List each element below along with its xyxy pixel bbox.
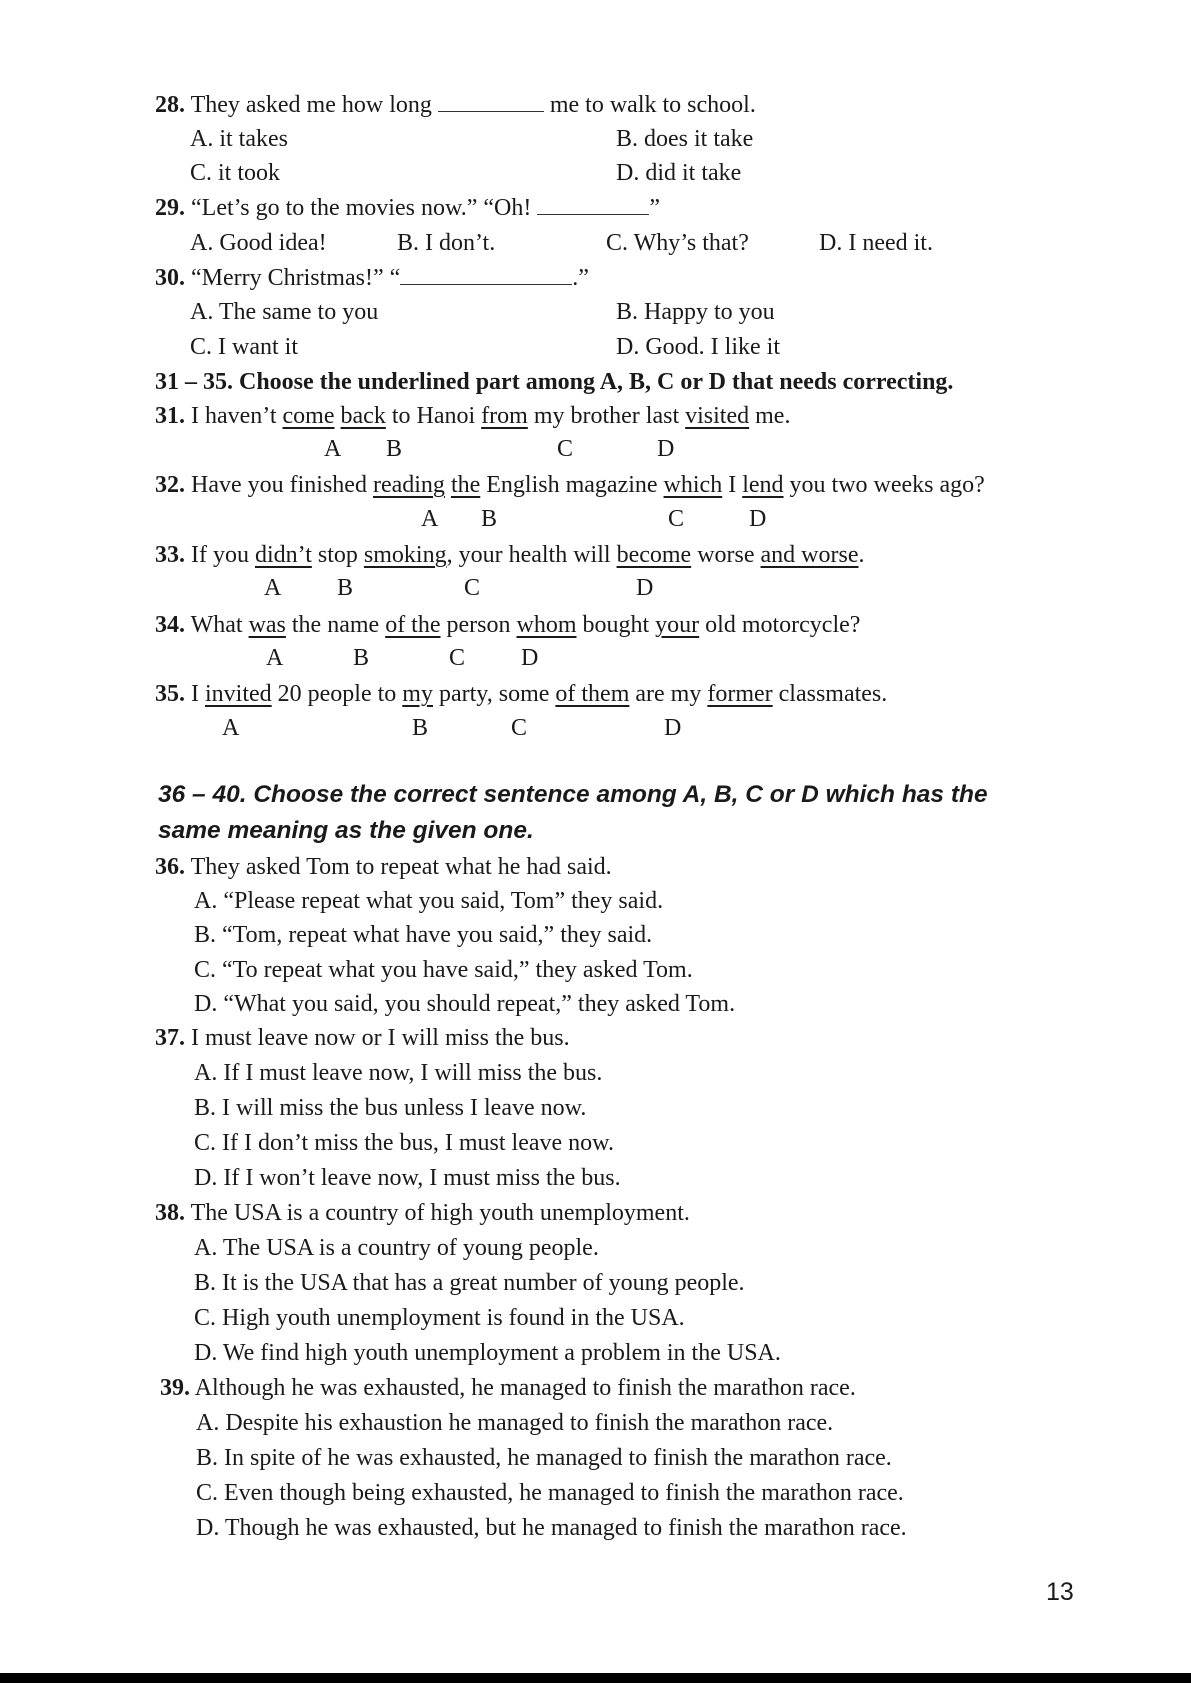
q32-underline-c[interactable]: which	[663, 472, 723, 498]
q28-stem-before: They asked me how long	[190, 92, 432, 118]
q29-stem-before: “Let’s go to the movies now.” “Oh!	[191, 195, 532, 221]
q29-stem-after: ”	[649, 195, 661, 221]
q34-text: What	[190, 612, 249, 638]
q31-underline-d[interactable]: visited	[685, 403, 750, 429]
q28-stem-after: me to walk to school.	[549, 92, 756, 118]
q38-option-c[interactable]: C. High youth unemployment is found in the USA.	[194, 1305, 685, 1331]
q35-underline-a[interactable]: invited	[205, 681, 272, 707]
q31-mark-b: B	[386, 436, 403, 462]
q32-underline-a[interactable]: reading	[372, 472, 445, 498]
q35-sentence	[155, 680, 887, 708]
q33-number: 33.	[155, 542, 185, 568]
section-36-40-heading-line2: same meaning as the given one.	[158, 817, 534, 844]
q32-text: I	[722, 472, 743, 498]
q37-option-a[interactable]: A. If I must leave now, I will miss the bus.	[194, 1060, 603, 1086]
q34-underline-c[interactable]: whom	[516, 612, 577, 638]
q35-text: I	[191, 681, 205, 707]
q35-underline-c[interactable]: of them	[555, 681, 630, 707]
q35-underline-d[interactable]: former	[707, 681, 773, 707]
q31-underline-a[interactable]: come	[282, 403, 335, 429]
q28-option-a[interactable]: A. it takes	[190, 126, 288, 152]
q37-number: 37.	[155, 1025, 185, 1051]
q29-number: 29.	[155, 195, 185, 221]
q32-text: you two weeks ago?	[783, 472, 985, 498]
q28-option-b[interactable]: B. does it take	[616, 126, 754, 152]
q35-mark-b: B	[412, 715, 429, 741]
q36-number: 36.	[155, 854, 185, 880]
q36-stem	[155, 853, 612, 881]
q30-stem	[155, 264, 589, 292]
q31-text: to Hanoi	[385, 403, 482, 429]
q28-blank[interactable]	[438, 93, 544, 112]
q37-stem-text: I must leave now or I will miss the bus.	[191, 1025, 570, 1051]
q31-text: my brother last	[527, 403, 686, 429]
q39-option-a[interactable]: A. Despite his exhaustion he managed to finish the marathon race.	[196, 1410, 834, 1436]
q36-option-d[interactable]: D. “What you said, you should repeat,” they asked Tom.	[194, 991, 736, 1017]
q32-number: 32.	[155, 472, 185, 498]
q35-number: 35.	[155, 681, 185, 707]
q34-mark-c: C	[449, 645, 466, 671]
q29-blank[interactable]	[537, 196, 649, 215]
q29-stem	[155, 194, 660, 222]
q28-option-d[interactable]: D. did it take	[616, 160, 742, 186]
q31-underline-b[interactable]: back	[340, 403, 386, 429]
q33-underline-d[interactable]: and worse	[760, 542, 859, 568]
q38-number: 38.	[155, 1200, 185, 1226]
q33-mark-b: B	[337, 575, 354, 601]
q34-underline-d[interactable]: your	[655, 612, 700, 638]
q33-mark-d: D	[636, 575, 654, 601]
q34-text: bought	[576, 612, 656, 638]
q34-mark-b: B	[353, 645, 370, 671]
q30-option-c[interactable]: C. I want it	[190, 334, 298, 360]
q33-underline-a[interactable]: didn’t	[254, 542, 312, 568]
page-number: 13	[1046, 1578, 1074, 1606]
q31-mark-c: C	[557, 436, 574, 462]
q33-text: If you	[191, 542, 255, 568]
q32-mark-d: D	[749, 506, 767, 532]
q33-mark-a: A	[264, 575, 282, 601]
q32-sentence	[155, 471, 985, 499]
q32-mark-b: B	[481, 506, 498, 532]
q35-mark-d: D	[664, 715, 682, 741]
q36-option-b[interactable]: B. “Tom, repeat what have you said,” they said.	[194, 922, 653, 948]
q33-text: .	[858, 542, 865, 568]
q35-mark-c: C	[511, 715, 528, 741]
q30-option-b[interactable]: B. Happy to you	[616, 299, 775, 325]
q34-marks	[0, 645, 900, 673]
q37-option-c[interactable]: C. If I don’t miss the bus, I must leave now.	[194, 1130, 614, 1156]
q39-number: 39.	[160, 1375, 190, 1401]
q30-number: 30.	[155, 265, 185, 291]
q34-text: person	[440, 612, 517, 638]
page-bottom-border	[0, 1673, 1191, 1683]
q37-stem	[155, 1024, 570, 1052]
q31-mark-d: D	[657, 436, 675, 462]
q38-stem-text: The USA is a country of high youth unemployment.	[190, 1200, 690, 1226]
q34-underline-a[interactable]: was	[248, 612, 286, 638]
q33-text: stop	[311, 542, 364, 568]
q33-text: worse	[691, 542, 761, 568]
q33-underline-b[interactable]: smoking	[363, 542, 447, 568]
q35-text: are my	[629, 681, 708, 707]
q39-option-c[interactable]: C. Even though being exhausted, he managed to finish the marathon race.	[196, 1480, 904, 1506]
q39-stem	[160, 1374, 856, 1402]
q30-stem-after: .”	[572, 265, 589, 291]
q34-underline-b[interactable]: of the	[385, 612, 441, 638]
q28-stem	[155, 91, 756, 119]
q39-option-b[interactable]: B. In spite of he was exhausted, he managed to finish the marathon race.	[196, 1445, 892, 1471]
q30-stem-before: “Merry Christmas!” “	[191, 265, 401, 291]
q30-option-a[interactable]: A. The same to you	[190, 299, 379, 325]
q36-stem-text: They asked Tom to repeat what he had said.	[190, 854, 612, 880]
q33-mark-c: C	[464, 575, 481, 601]
q38-option-b[interactable]: B. It is the USA that has a great number of young people.	[194, 1270, 745, 1296]
q31-mark-a: A	[324, 436, 342, 462]
q37-option-b[interactable]: B. I will miss the bus unless I leave now.	[194, 1095, 587, 1121]
q35-text: 20 people to	[271, 681, 403, 707]
q28-option-c[interactable]: C. it took	[190, 160, 281, 186]
q33-text: , your health will	[446, 542, 617, 568]
q31-underline-c[interactable]: from	[481, 403, 528, 429]
q34-number: 34.	[155, 612, 185, 638]
q32-text: Have you finished	[191, 472, 373, 498]
q29-option-d[interactable]: D. I need it.	[819, 230, 933, 256]
q34-sentence	[155, 611, 860, 639]
q35-underline-b[interactable]: my	[402, 681, 433, 707]
q32-underline-b[interactable]: the	[450, 472, 481, 498]
q39-option-d[interactable]: D. Though he was exhausted, but he managed to finish the marathon race.	[196, 1515, 907, 1541]
q34-mark-d: D	[521, 645, 539, 671]
q31-marks	[0, 436, 900, 464]
q29-option-c[interactable]: C. Why’s that?	[606, 230, 749, 256]
q31-number: 31.	[155, 403, 185, 429]
q36-option-a[interactable]: A. “Please repeat what you said, Tom” they said.	[194, 888, 664, 914]
q30-option-d[interactable]: D. Good. I like it	[616, 334, 780, 360]
q31-text: I haven’t	[191, 403, 283, 429]
q32-underline-d[interactable]: lend	[742, 472, 784, 498]
q32-text: English magazine	[480, 472, 664, 498]
q31-sentence	[155, 402, 790, 430]
q33-marks	[0, 575, 900, 603]
q32-marks	[0, 506, 900, 534]
q34-mark-a: A	[266, 645, 284, 671]
q32-mark-a: A	[421, 506, 439, 532]
q39-stem-text: Although he was exhausted, he managed to finish the marathon race.	[194, 1375, 856, 1401]
section-31-35-heading: 31 – 35. Choose the underlined part among A, B, C or D that needs correcting.	[155, 369, 954, 395]
q38-option-a[interactable]: A. The USA is a country of young people.	[194, 1235, 599, 1261]
q31-text: me.	[749, 403, 791, 429]
q34-text: the name	[285, 612, 386, 638]
section-36-40-heading-line1: 36 – 40. Choose the correct sentence among A, B, C or D which has the	[158, 781, 988, 808]
q32-mark-c: C	[668, 506, 685, 532]
q33-underline-c[interactable]: become	[616, 542, 692, 568]
q38-stem	[155, 1199, 690, 1227]
q35-mark-a: A	[222, 715, 240, 741]
q36-option-c[interactable]: C. “To repeat what you have said,” they asked Tom.	[194, 957, 693, 983]
q35-text: classmates.	[772, 681, 888, 707]
q35-marks	[0, 715, 900, 743]
q33-sentence	[155, 541, 864, 569]
q35-text: party, some	[432, 681, 556, 707]
q29-option-a[interactable]: A. Good idea!	[190, 230, 327, 256]
q34-text: old motorcycle?	[699, 612, 861, 638]
q30-blank[interactable]	[400, 266, 572, 285]
q29-option-b[interactable]: B. I don’t.	[397, 230, 496, 256]
q38-option-d[interactable]: D. We find high youth unemployment a problem in the USA.	[194, 1340, 781, 1366]
section-36-40-heading	[158, 777, 1098, 849]
q28-number: 28.	[155, 92, 185, 118]
q37-option-d[interactable]: D. If I won’t leave now, I must miss the bus.	[194, 1165, 621, 1191]
